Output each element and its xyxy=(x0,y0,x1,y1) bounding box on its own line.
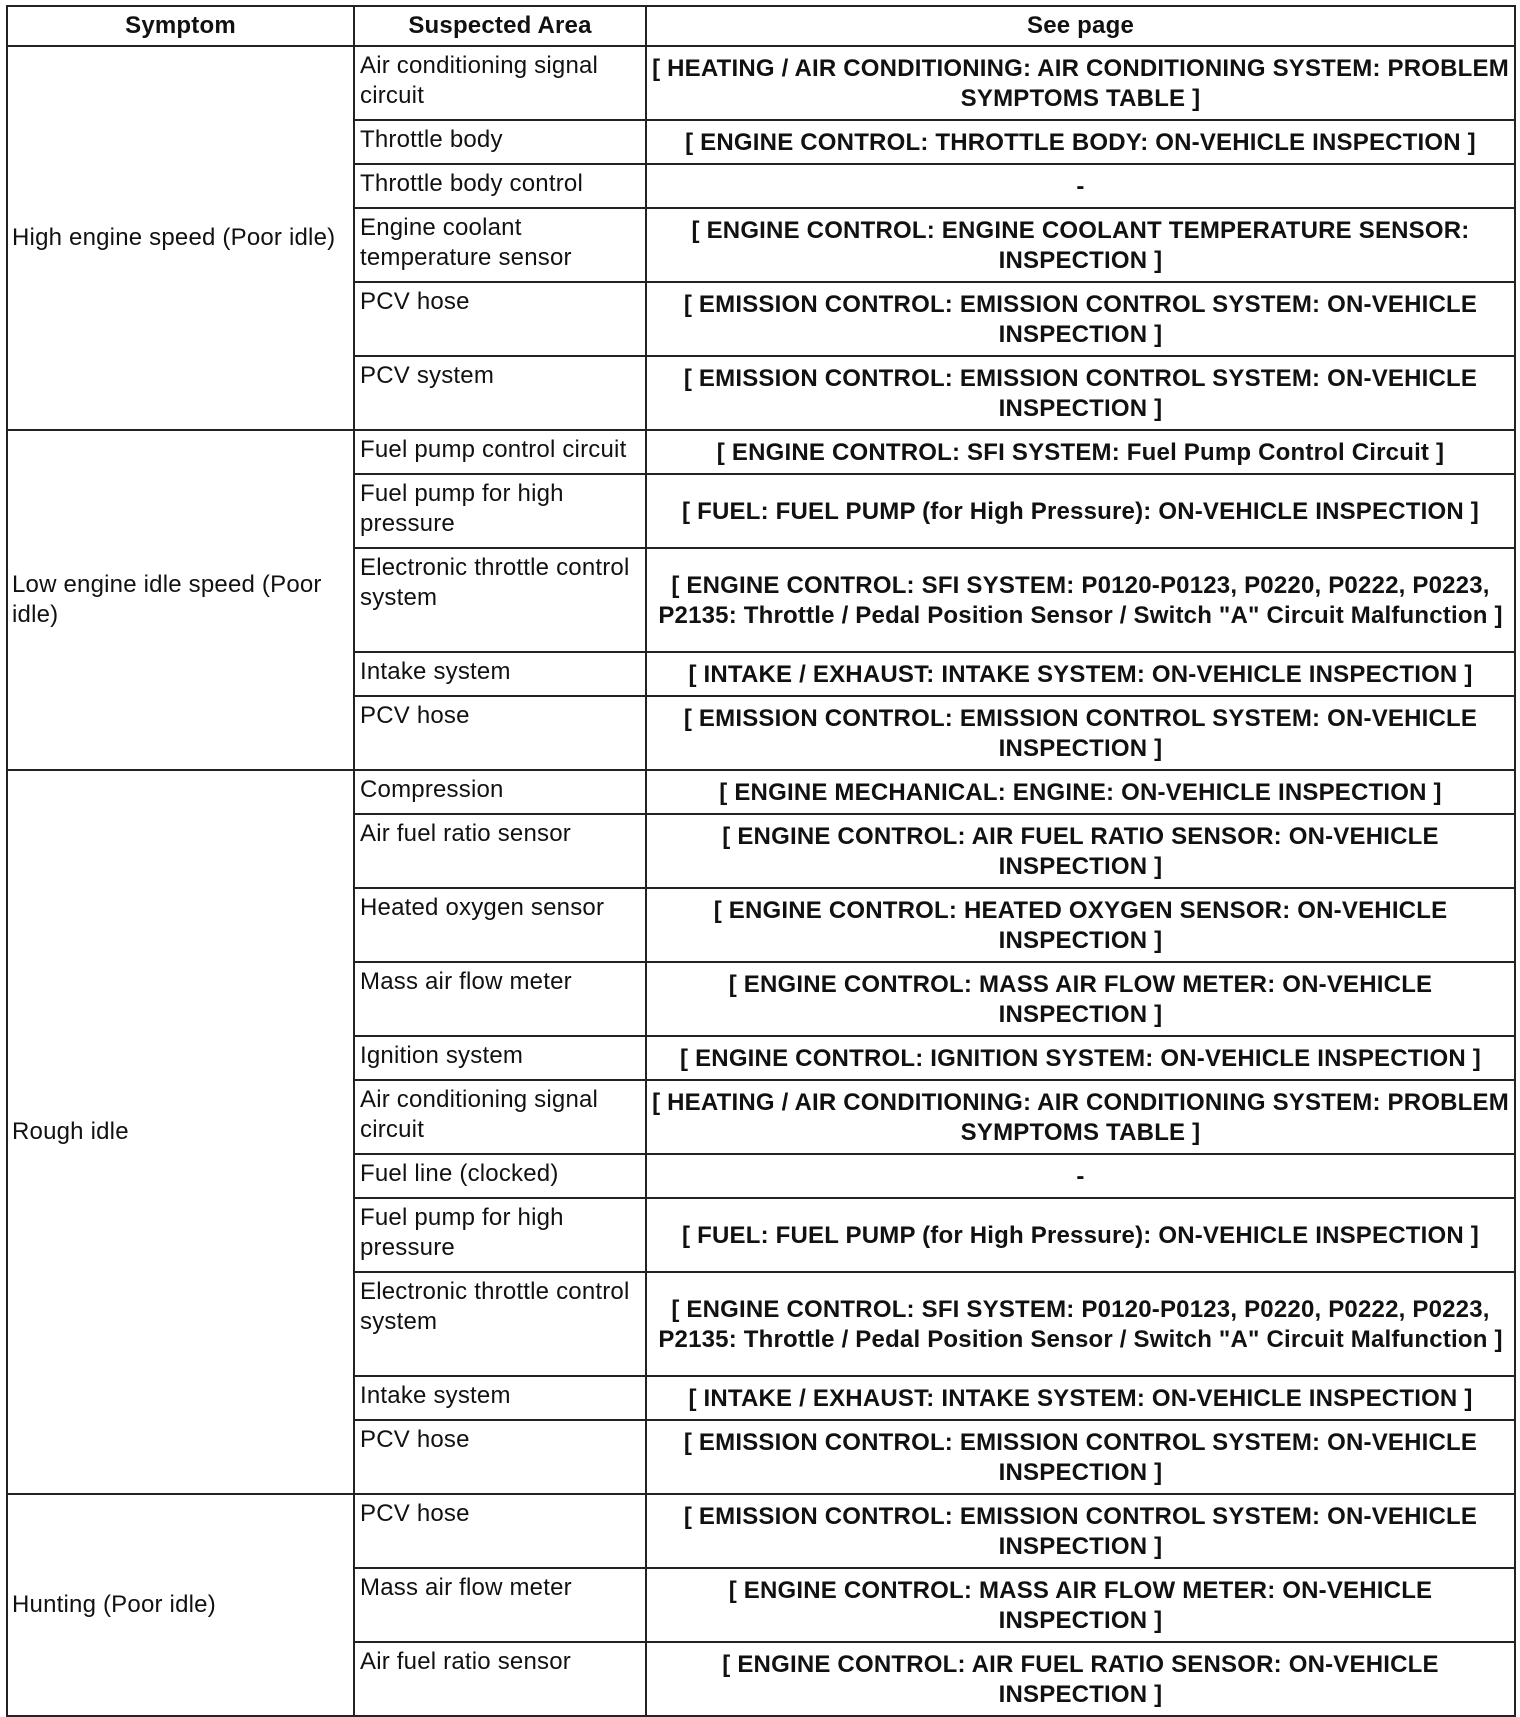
document-page xyxy=(6,5,1514,1717)
problem-symptoms-table xyxy=(6,5,1516,1717)
see-page-cell: [ ENGINE CONTROL: SFI SYSTEM: Fuel Pump Control Circuit ] xyxy=(646,430,1515,474)
suspected-area-cell: Compression xyxy=(354,770,646,814)
suspected-area-cell: PCV hose xyxy=(354,282,646,356)
suspected-area-cell: Air conditioning signal circuit xyxy=(354,46,646,120)
see-page-cell: [ EMISSION CONTROL: EMISSION CONTROL SYSTEM: ON-VEHICLE INSPECTION ] xyxy=(646,1420,1515,1494)
suspected-area-cell: PCV hose xyxy=(354,1420,646,1494)
suspected-area-cell: Intake system xyxy=(354,1376,646,1420)
suspected-area-cell: Electronic throttle control system xyxy=(354,1272,646,1376)
see-page-cell: [ ENGINE CONTROL: AIR FUEL RATIO SENSOR: ON-VEHICLE INSPECTION ] xyxy=(646,814,1515,888)
suspected-area-cell: Air fuel ratio sensor xyxy=(354,814,646,888)
see-page-cell: [ EMISSION CONTROL: EMISSION CONTROL SYSTEM: ON-VEHICLE INSPECTION ] xyxy=(646,696,1515,770)
see-page-cell: [ ENGINE CONTROL: MASS AIR FLOW METER: ON-VEHICLE INSPECTION ] xyxy=(646,1568,1515,1642)
see-page-cell: [ ENGINE MECHANICAL: ENGINE: ON-VEHICLE INSPECTION ] xyxy=(646,770,1515,814)
see-page-cell: [ EMISSION CONTROL: EMISSION CONTROL SYSTEM: ON-VEHICLE INSPECTION ] xyxy=(646,282,1515,356)
symptom-cell: High engine speed (Poor idle) xyxy=(7,46,354,430)
header-see-page: See page xyxy=(646,6,1515,46)
suspected-area-cell: PCV hose xyxy=(354,696,646,770)
see-page-cell: - xyxy=(646,164,1515,208)
suspected-area-cell: Fuel pump for high pressure xyxy=(354,1198,646,1272)
see-page-cell: [ ENGINE CONTROL: MASS AIR FLOW METER: ON-VEHICLE INSPECTION ] xyxy=(646,962,1515,1036)
see-page-cell: [ INTAKE / EXHAUST: INTAKE SYSTEM: ON-VEHICLE INSPECTION ] xyxy=(646,652,1515,696)
suspected-area-cell: Fuel pump control circuit xyxy=(354,430,646,474)
header-symptom: Symptom xyxy=(7,6,354,46)
suspected-area-cell: Fuel pump for high pressure xyxy=(354,474,646,548)
see-page-cell: [ HEATING / AIR CONDITIONING: AIR CONDITIONING SYSTEM: PROBLEM SYMPTOMS TABLE ] xyxy=(646,46,1515,120)
see-page-cell: [ ENGINE CONTROL: THROTTLE BODY: ON-VEHICLE INSPECTION ] xyxy=(646,120,1515,164)
see-page-cell: [ HEATING / AIR CONDITIONING: AIR CONDITIONING SYSTEM: PROBLEM SYMPTOMS TABLE ] xyxy=(646,1080,1515,1154)
suspected-area-cell: PCV system xyxy=(354,356,646,430)
see-page-cell: [ INTAKE / EXHAUST: INTAKE SYSTEM: ON-VEHICLE INSPECTION ] xyxy=(646,1376,1515,1420)
suspected-area-cell: PCV hose xyxy=(354,1494,646,1568)
table-row xyxy=(7,46,1515,120)
suspected-area-cell: Mass air flow meter xyxy=(354,962,646,1036)
suspected-area-cell: Air conditioning signal circuit xyxy=(354,1080,646,1154)
see-page-cell: [ ENGINE CONTROL: IGNITION SYSTEM: ON-VEHICLE INSPECTION ] xyxy=(646,1036,1515,1080)
see-page-cell: - xyxy=(646,1154,1515,1198)
symptom-cell: Low engine idle speed (Poor idle) xyxy=(7,430,354,770)
see-page-cell: [ EMISSION CONTROL: EMISSION CONTROL SYSTEM: ON-VEHICLE INSPECTION ] xyxy=(646,1494,1515,1568)
table-header-row xyxy=(7,6,1515,46)
see-page-cell: [ FUEL: FUEL PUMP (for High Pressure): ON-VEHICLE INSPECTION ] xyxy=(646,474,1515,548)
see-page-cell: [ ENGINE CONTROL: SFI SYSTEM: P0120-P0123, P0220, P0222, P0223, P2135: Throttle / Pedal Position Sensor / Switch "A" Circuit Malfunction ] xyxy=(646,1272,1515,1376)
table-row xyxy=(7,430,1515,474)
see-page-cell: [ FUEL: FUEL PUMP (for High Pressure): ON-VEHICLE INSPECTION ] xyxy=(646,1198,1515,1272)
table-row xyxy=(7,1494,1515,1568)
suspected-area-cell: Air fuel ratio sensor xyxy=(354,1642,646,1716)
symptom-cell: Hunting (Poor idle) xyxy=(7,1494,354,1716)
suspected-area-cell: Ignition system xyxy=(354,1036,646,1080)
suspected-area-cell: Throttle body control xyxy=(354,164,646,208)
suspected-area-cell: Intake system xyxy=(354,652,646,696)
see-page-cell: [ EMISSION CONTROL: EMISSION CONTROL SYSTEM: ON-VEHICLE INSPECTION ] xyxy=(646,356,1515,430)
suspected-area-cell: Heated oxygen sensor xyxy=(354,888,646,962)
see-page-cell: [ ENGINE CONTROL: HEATED OXYGEN SENSOR: ON-VEHICLE INSPECTION ] xyxy=(646,888,1515,962)
table-row xyxy=(7,770,1515,814)
header-suspected-area: Suspected Area xyxy=(354,6,646,46)
see-page-cell: [ ENGINE CONTROL: AIR FUEL RATIO SENSOR: ON-VEHICLE INSPECTION ] xyxy=(646,1642,1515,1716)
suspected-area-cell: Throttle body xyxy=(354,120,646,164)
suspected-area-cell: Fuel line (clocked) xyxy=(354,1154,646,1198)
symptom-cell: Rough idle xyxy=(7,770,354,1494)
see-page-cell: [ ENGINE CONTROL: ENGINE COOLANT TEMPERATURE SENSOR: INSPECTION ] xyxy=(646,208,1515,282)
suspected-area-cell: Engine coolant temperature sensor xyxy=(354,208,646,282)
suspected-area-cell: Mass air flow meter xyxy=(354,1568,646,1642)
see-page-cell: [ ENGINE CONTROL: SFI SYSTEM: P0120-P0123, P0220, P0222, P0223, P2135: Throttle / Pedal Position Sensor / Switch "A" Circuit Malfunction ] xyxy=(646,548,1515,652)
suspected-area-cell: Electronic throttle control system xyxy=(354,548,646,652)
